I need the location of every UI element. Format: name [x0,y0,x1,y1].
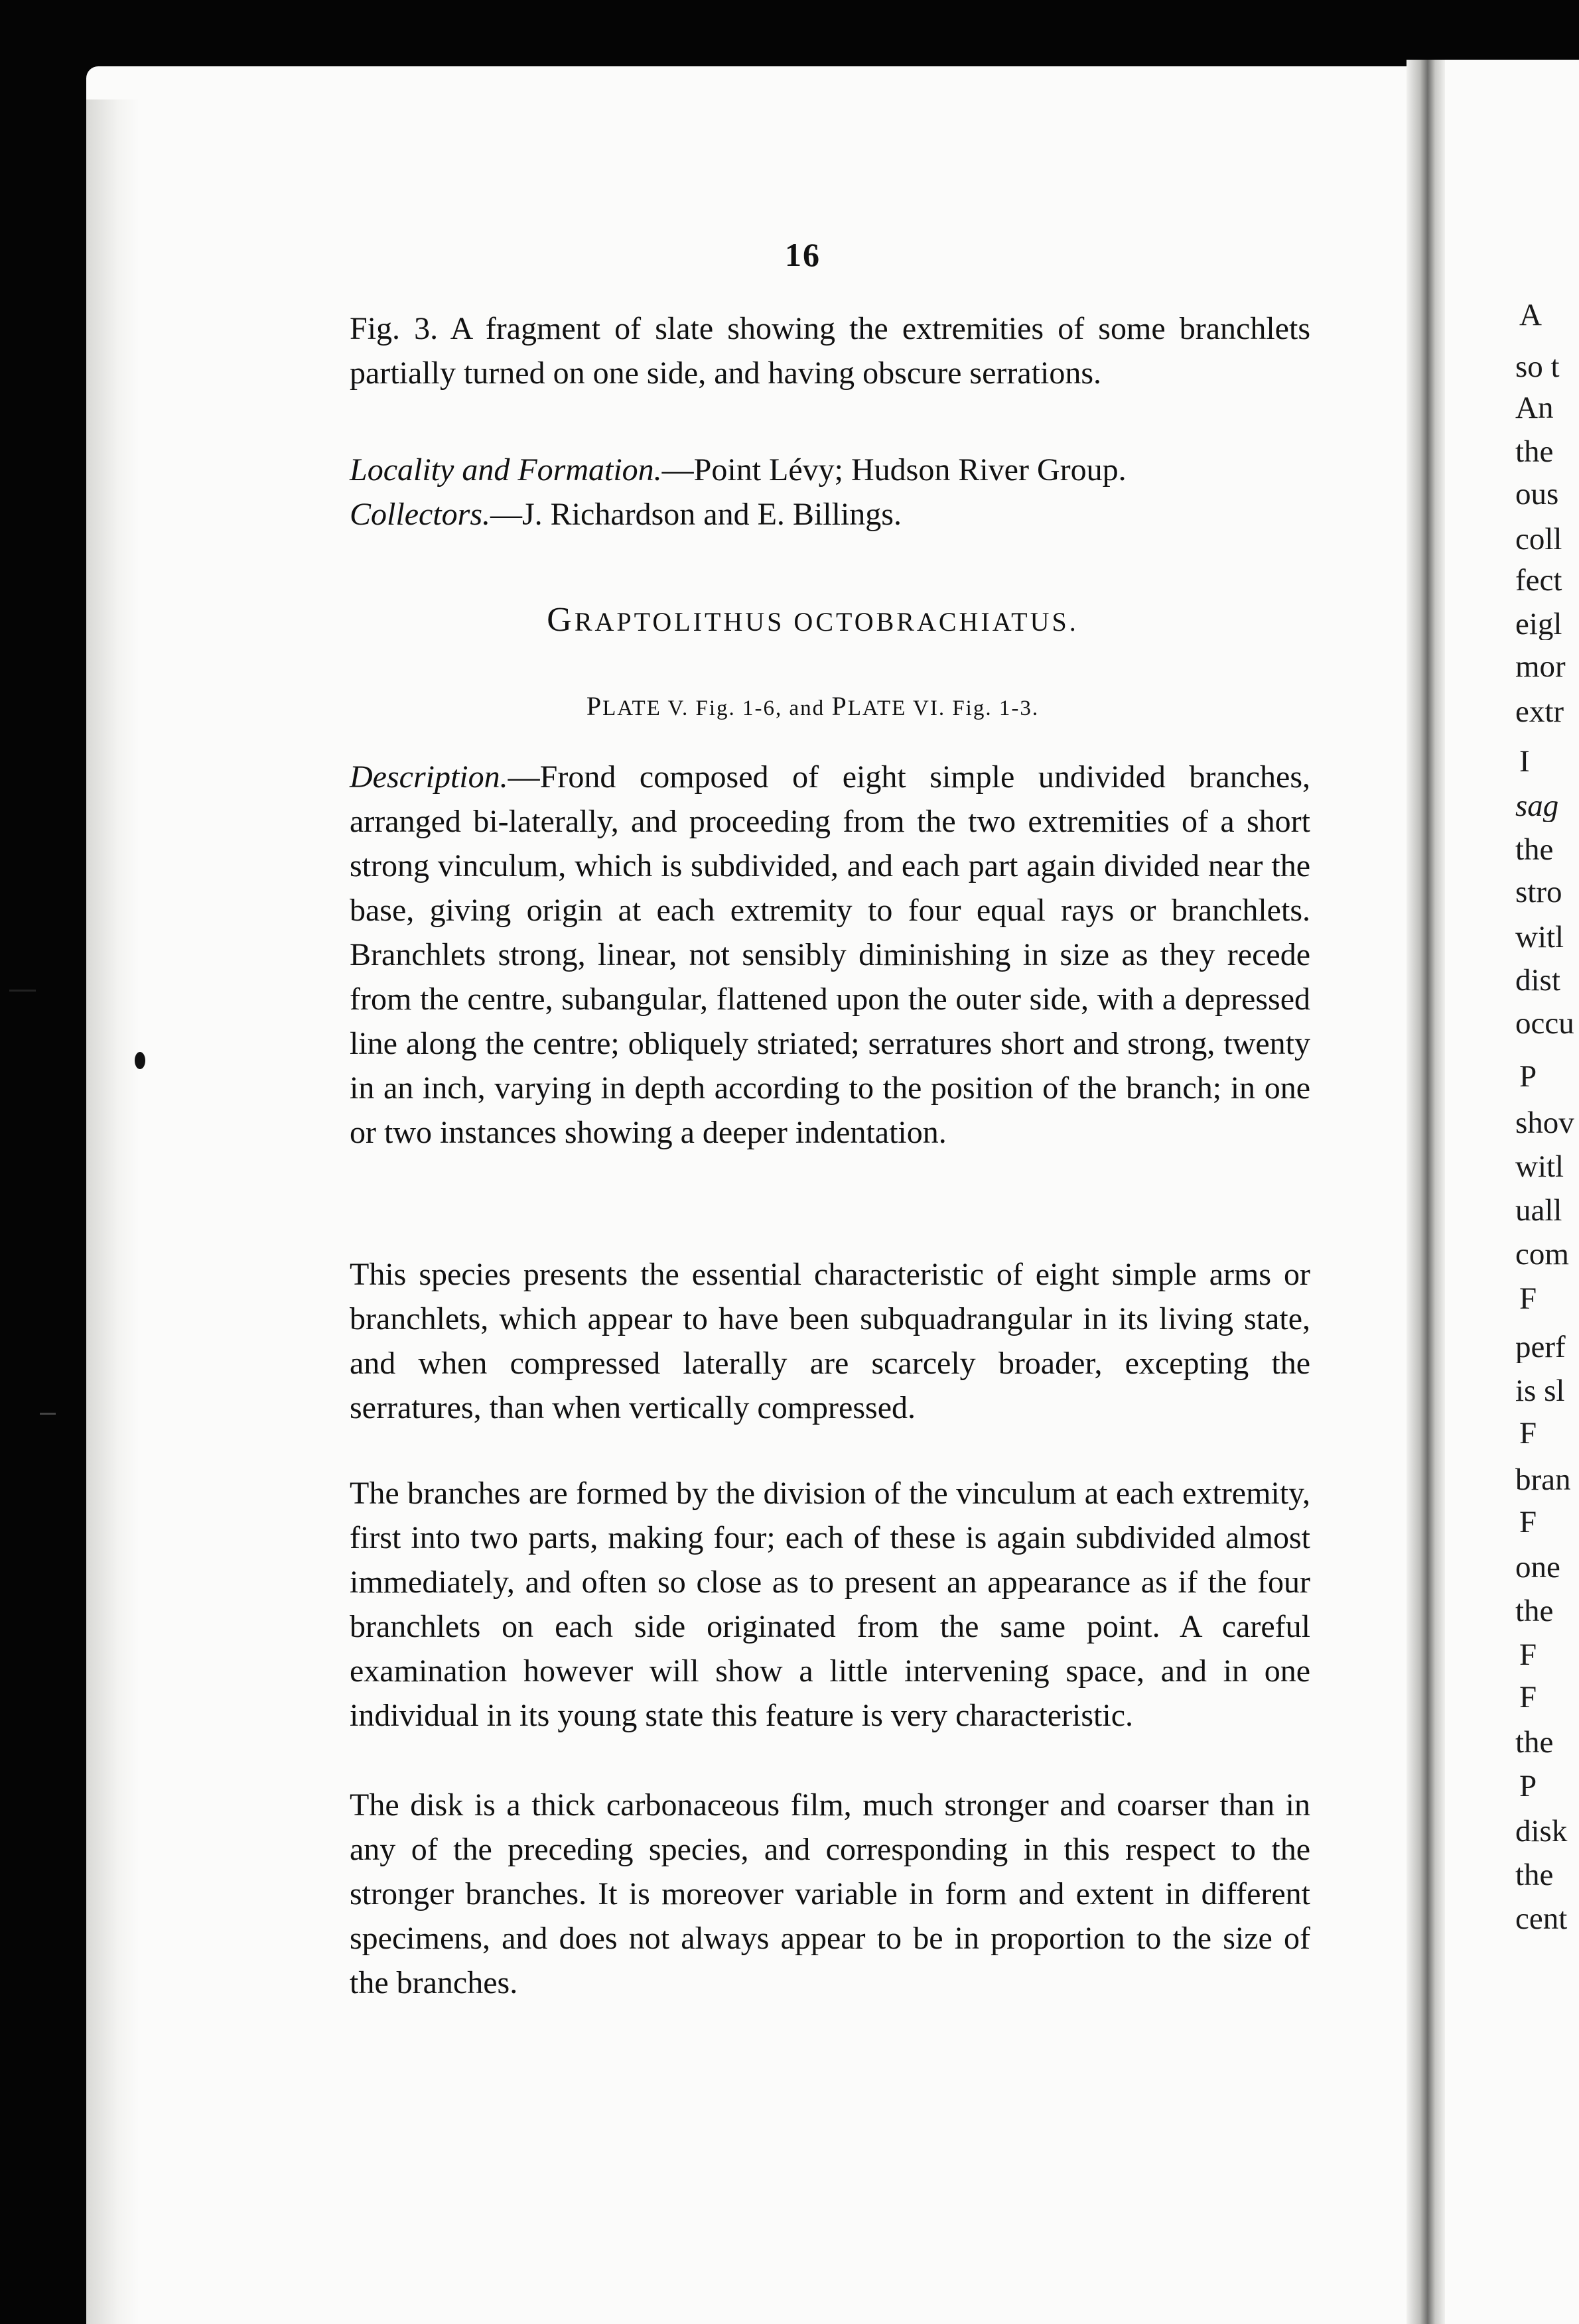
paragraph-4-text: The disk is a thick carbonaceous film, much stronger and coarser than in any of the preceding species, and corresponding in this respect to the stronger branches. It is moreover variable in form and extent in different specimens, and does not always appear to be in proportion to the size of the branches. [350,1787,1310,2000]
right-fragment: F [1519,1682,1537,1713]
book-gutter [1407,60,1445,2324]
right-fragment: the [1515,834,1554,866]
right-fragment: P [1519,1771,1537,1802]
collectors-label: Collectors. [350,497,490,532]
right-fragment: F [1519,1640,1537,1671]
right-fragment: uall [1515,1195,1562,1226]
plate-initial: P [586,691,603,721]
right-fragment: witl [1515,1151,1564,1183]
right-fragment: cent [1515,1904,1568,1935]
right-fragment: disk [1515,1816,1568,1847]
paragraph-disk [315,1783,1310,2005]
right-fragment: sag [1515,791,1559,822]
right-fragment: I [1519,746,1530,777]
right-fragment: ous [1515,479,1559,510]
collectors-text: —J. Richardson and E. Billings. [490,497,902,532]
right-fragment: perf [1515,1332,1566,1363]
description-label: Description. [350,759,508,795]
margin-mark [40,1413,56,1415]
right-fragment: stro [1515,877,1562,908]
right-fragment: the [1515,436,1554,468]
locality-line [315,448,1310,492]
plate-initial-2: P [831,691,848,721]
figure-3-text: Fig. 3. A fragment of slate showing the extremities of some branchlets partially turned on one side, and having obscure serrations. [350,311,1310,391]
paragraph-3-text: The branches are formed by the division of the vinculum at each extremity, first into two parts, making four; each of these is again subdivided almost immediately, and often so close as to present an appearance as if the four branchlets on each side originated from the same point. A careful examination however will show a little intervening space, and in one individual in its young state this feature is very characteristic. [350,1476,1310,1733]
locality-text: —Point Lévy; Hudson River Group. [661,452,1127,487]
right-fragment: one [1515,1552,1560,1583]
locality-label: Locality and Formation. [350,452,662,487]
margin-mark [9,990,36,992]
species-heading [315,600,1310,639]
ink-spot [135,1052,145,1069]
right-fragment: the [1515,1727,1554,1758]
right-fragment: coll [1515,524,1562,555]
paragraph-essential-characteristic [315,1252,1310,1430]
page-number: 16 [785,236,821,273]
left-page-edge-shading [86,99,139,2324]
plate-figs-2: VI. Fig. 1-3. [906,696,1040,720]
right-fragment: eigl [1515,609,1562,640]
paragraph-2-text: This species presents the essential characteristic of eight simple arms or branchlets, which appear to have been subquadrangular in its living state, and when compressed laterally are scarcely broader, excepting the serratures, than when vertically compressed. [350,1257,1310,1425]
collectors-line [315,492,1310,537]
right-fragment: the [1515,1596,1554,1627]
right-fragment: extr [1515,696,1564,728]
species-heading-rest: RAPTOLITHUS OCTOBRACHIATUS. [574,607,1079,637]
right-fragment: the [1515,1860,1554,1891]
right-fragment: dist [1515,965,1560,996]
right-fragment: occu [1515,1008,1574,1039]
right-fragment: An [1515,393,1554,424]
plate-word: LATE [602,696,661,720]
plate-reference [315,690,1310,722]
right-fragment: fect [1515,565,1562,596]
plate-word-2: LATE [847,696,907,720]
right-fragment: is sl [1515,1376,1565,1407]
description-text: —Frond composed of eight simple undivided branches, arranged bi-laterally, and proceeding from the two extremities of a short strong vinculum, which is subdivided, and each part again divided near the base, giving origin at each extremity to four equal rays or branchlets. Branchlets strong, linear, not sensibly diminishing in size as they recede from the centre, subangular, flattened upon the outer side, with a depressed line along the centre; obliquely striated; serratures short and strong, twenty in an inch, varying in depth according to the position of the branch; in one or two instances showing a deeper indentation. [350,759,1310,1150]
right-fragment: bran [1515,1464,1571,1496]
right-fragment: so t [1515,352,1560,383]
right-fragment: F [1519,1283,1537,1315]
description-paragraph [315,755,1310,1155]
right-fragment: shov [1515,1108,1574,1139]
plate-figs: V. Fig. 1-6, and [661,696,832,720]
species-heading-initial: G [547,601,575,639]
right-fragment: A [1519,300,1542,331]
figure-3-caption [315,306,1310,395]
right-fragment: witl [1515,922,1564,953]
right-fragment: F [1519,1507,1537,1538]
right-fragment: F [1519,1418,1537,1449]
paragraph-branches [315,1471,1310,1738]
right-fragment: mor [1515,651,1566,682]
right-fragment: P [1519,1061,1537,1092]
right-fragment: com [1515,1239,1569,1270]
